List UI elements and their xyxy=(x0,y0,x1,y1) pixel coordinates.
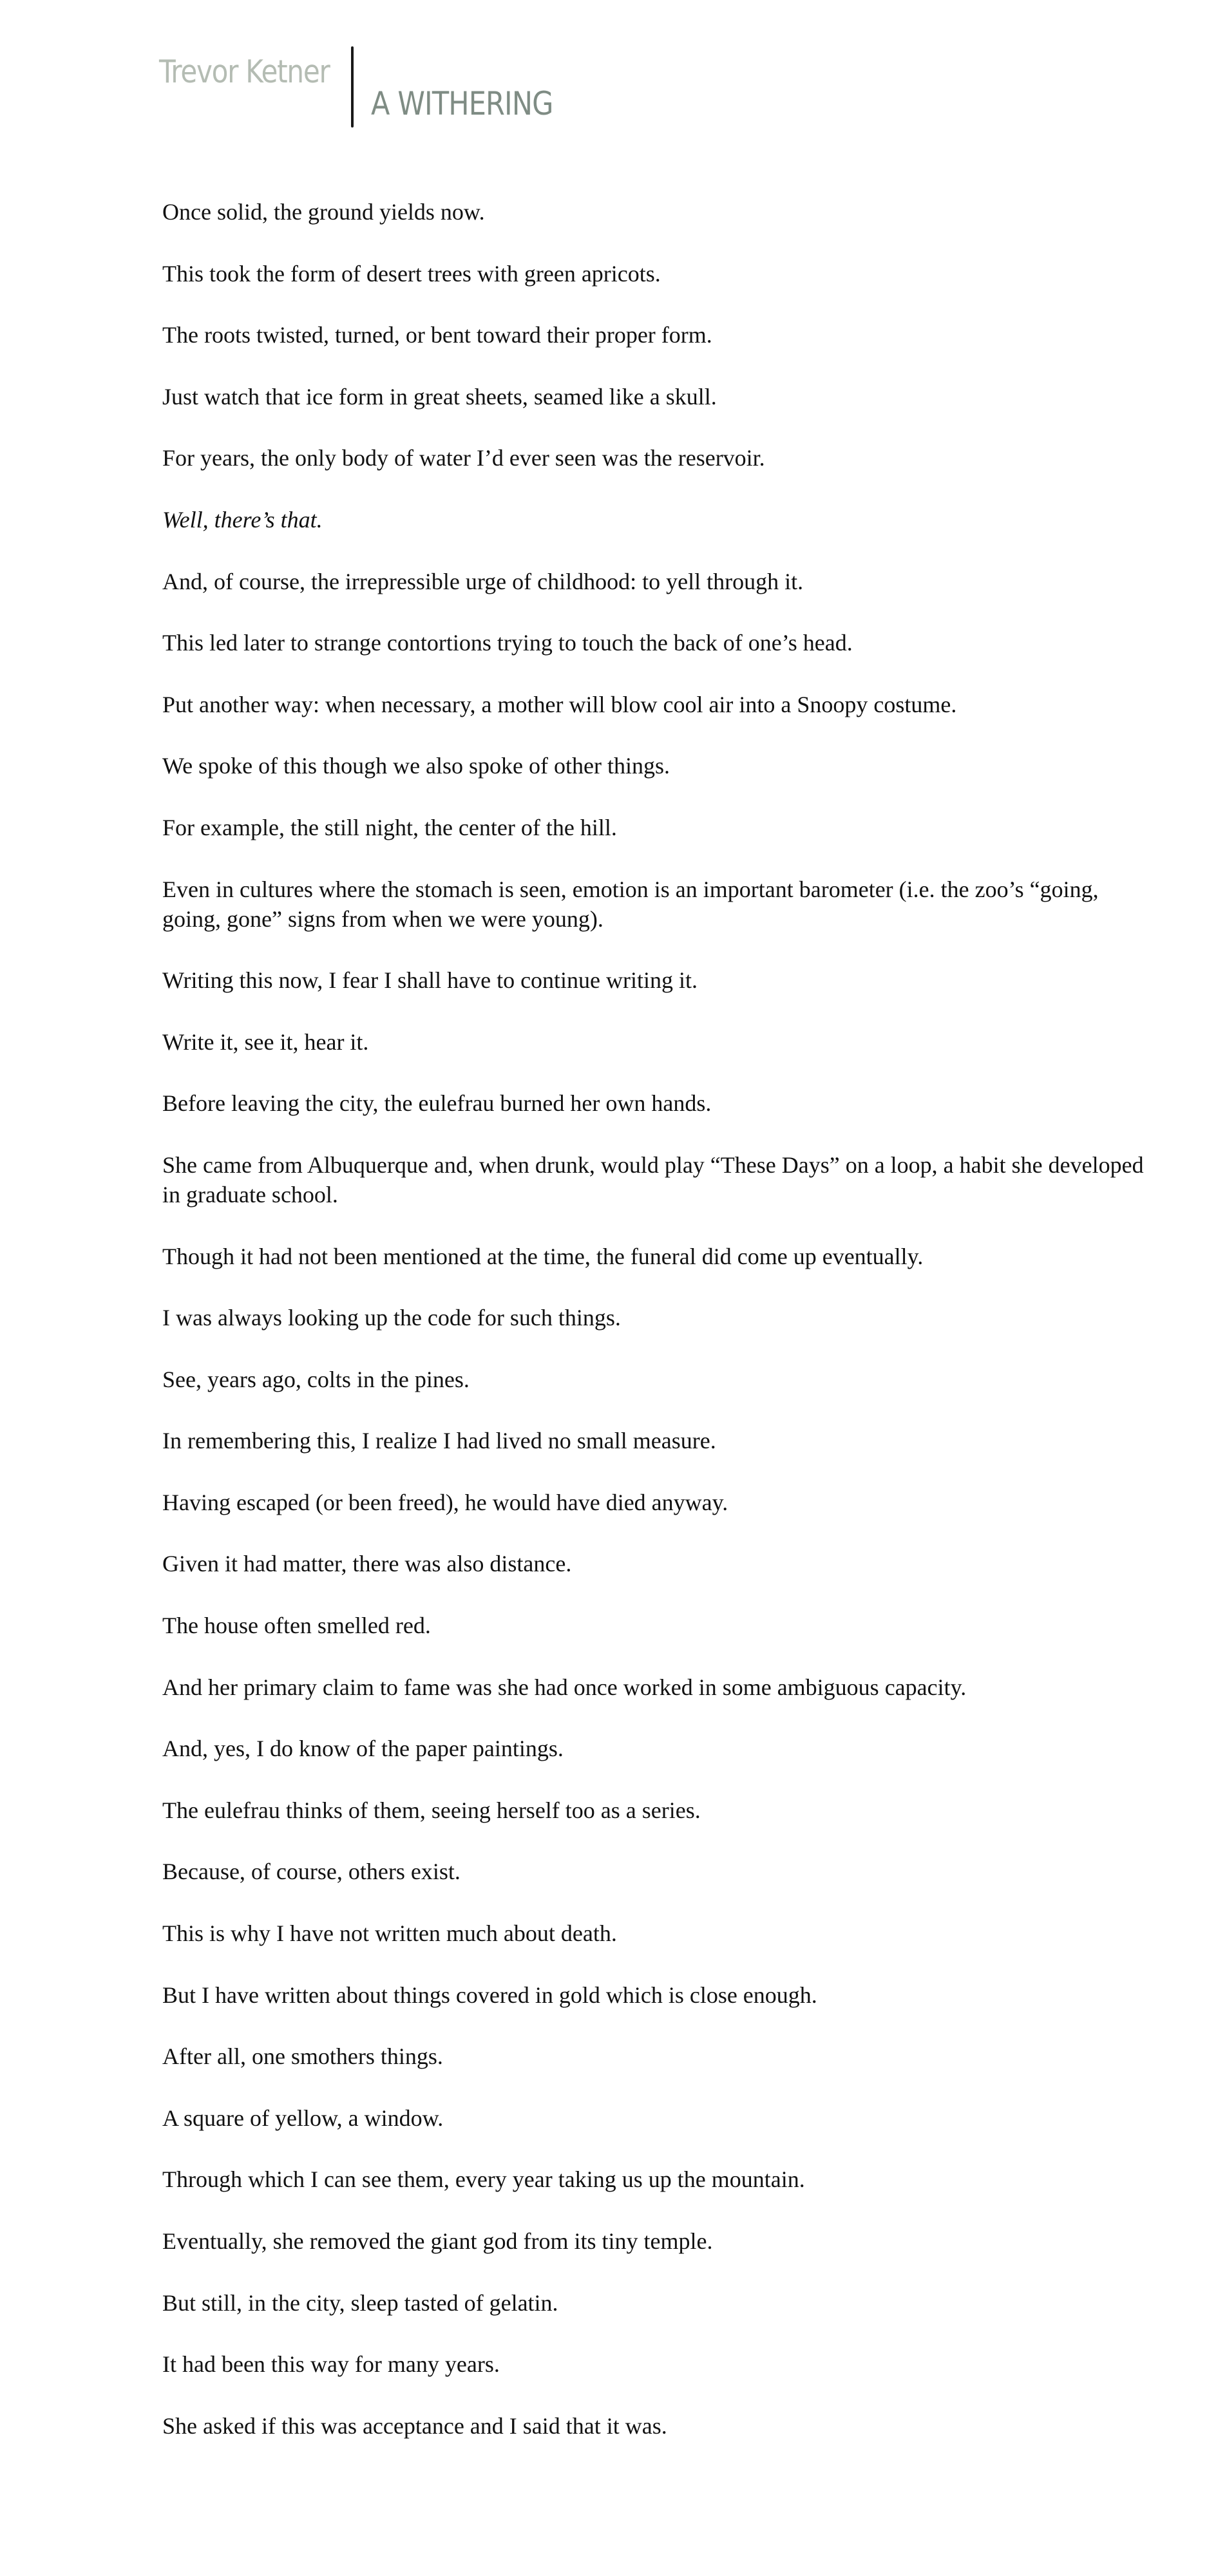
poem-line: The eulefrau thinks of them, seeing herself too as a series. xyxy=(162,1797,701,1823)
page-header xyxy=(0,0,1216,142)
poem-line: We spoke of this though we also spoke of other things. xyxy=(162,753,670,779)
poem-line: Writing this now, I fear I shall have to continue writing it. xyxy=(162,967,698,994)
poem-line: This led later to strange contortions trying to touch the back of one’s head. xyxy=(162,630,853,656)
poem-line: But still, in the city, sleep tasted of gelatin. xyxy=(162,2289,558,2316)
poem-line: The roots twisted, turned, or bent toward their proper form. xyxy=(162,322,712,348)
poem-line: Once solid, the ground yields now. xyxy=(162,199,485,225)
poem-line: Even in cultures where the stomach is seen, emotion is an important barometer (i.e. the zoo’s “going, going, gone” signs from when we were young). xyxy=(162,876,1099,932)
poem-line: For years, the only body of water I’d ever seen was the reservoir. xyxy=(162,445,765,471)
poem-line: The house often smelled red. xyxy=(162,1613,431,1639)
poem-line: Put another way: when necessary, a mother will blow cool air into a Snoopy costume. xyxy=(162,691,957,717)
poem-line: Because, of course, others exist. xyxy=(162,1859,461,1885)
poem-line: Given it had matter, there was also distance. xyxy=(162,1551,572,1577)
poem-line: After all, one smothers things. xyxy=(162,2043,443,2070)
poem-title: A WITHERING xyxy=(371,85,553,122)
poem-line: Though it had not been mentioned at the time, the funeral did come up eventually. xyxy=(162,1243,924,1269)
poem-line: I was always looking up the code for such things. xyxy=(162,1305,621,1331)
header-divider xyxy=(351,46,354,128)
poem-line: This is why I have not written much about death. xyxy=(162,1920,617,1947)
poem-line: It had been this way for many years. xyxy=(162,2351,500,2378)
poem-line: Eventually, she removed the giant god from its tiny temple. xyxy=(162,2228,713,2254)
poem-line: She came from Albuquerque and, when drunk, would play “These Days” on a loop, a habit she developed in graduate school. xyxy=(162,1151,1144,1208)
poem-line: Well, there’s that. xyxy=(162,506,323,533)
poem-line: A square of yellow, a window. xyxy=(162,2105,444,2131)
poem-line: And, of course, the irrepressible urge of childhood: to yell through it. xyxy=(162,568,804,594)
poem-line: For example, the still night, the center of the hill. xyxy=(162,814,617,840)
poem-line: And her primary claim to fame was she had once worked in some ambiguous capacity. xyxy=(162,1674,967,1700)
poem-line: Having escaped (or been freed), he would have died anyway. xyxy=(162,1489,728,1515)
poem-line: Just watch that ice form in great sheets, seamed like a skull. xyxy=(162,383,717,410)
poem-line: In remembering this, I realize I had lived no small measure. xyxy=(162,1428,716,1454)
poem-body xyxy=(162,197,1148,2472)
author-name: Trevor Ketner xyxy=(159,53,330,90)
poem-line: Through which I can see them, every year taking us up the mountain. xyxy=(162,2166,805,2193)
poem-line: See, years ago, colts in the pines. xyxy=(162,1366,470,1392)
poem-line: Before leaving the city, the eulefrau burned her own hands. xyxy=(162,1090,712,1117)
poem-line: And, yes, I do know of the paper paintings. xyxy=(162,1736,564,1762)
poem-line: But I have written about things covered in gold which is close enough. xyxy=(162,1982,817,2008)
poem-line: She asked if this was acceptance and I said that it was. xyxy=(162,2412,667,2439)
poem-line: Write it, see it, hear it. xyxy=(162,1028,369,1055)
poem-line: This took the form of desert trees with green apricots. xyxy=(162,260,661,287)
